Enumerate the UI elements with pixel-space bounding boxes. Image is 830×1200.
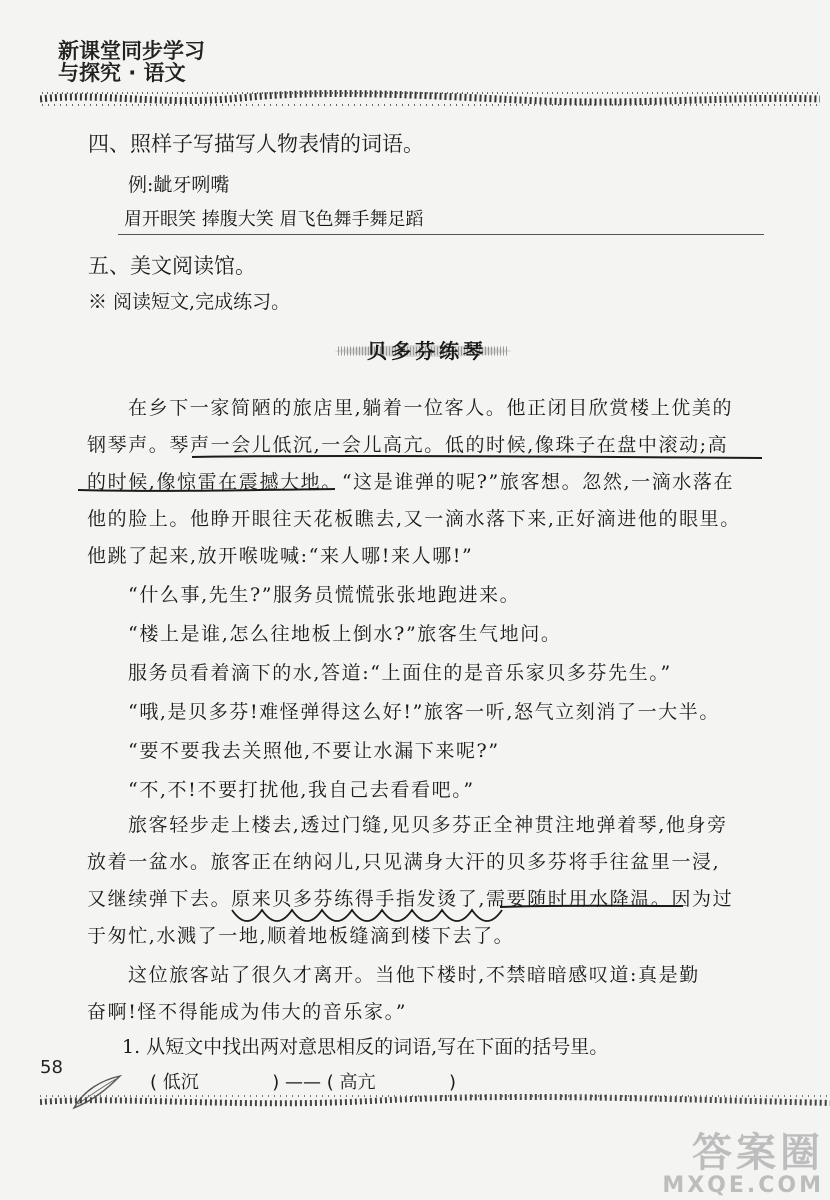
close-paren: ) — [448, 1072, 456, 1093]
header-line-2: 与探究 · 语文 — [58, 61, 186, 85]
underline-mark — [500, 906, 683, 907]
story-line: 放着一盆水。旅客正在纳闷儿,只见满身大汗的贝多芬将手往盆里一浸, — [87, 851, 721, 873]
dash: —— — [285, 1072, 321, 1093]
story-line: “哦,是贝多芬!难怪弹得这么好!”旅客一听,怒气立刻消了一大半。 — [128, 701, 720, 723]
watermark — [662, 1130, 824, 1198]
question-5-instruction: ※ 阅读短文,完成练习。 — [88, 291, 291, 313]
question-1-prompt: 1. 从短文中找出两对意思相反的词语,写在下面的括号里。 — [122, 1036, 609, 1058]
story-line: “楼上是谁,怎么往地板上倒水?”旅客生气地问。 — [128, 623, 562, 645]
wavy-underline-mark — [232, 910, 502, 921]
question-1-answer-row — [150, 1068, 456, 1094]
story-line: 又继续弹下去。原来贝多芬练得手指发烫了,需要随时用水降温。因为过 — [87, 888, 734, 910]
story-line: 奋啊!怪不得能成为伟大的音乐家。” — [87, 1001, 408, 1023]
question-4-example: 例:龇牙咧嘴 — [128, 174, 230, 196]
story-line: 他跳了起来,放开喉咙喊:“来人哪!来人哪!” — [87, 545, 474, 567]
underline-mark — [78, 489, 335, 491]
story-line: 这位旅客站了很久才离开。当他下楼时,不禁暗暗感叹道:真是勤 — [128, 964, 700, 986]
story-line: “什么事,先生?”服务员慌慌张张地跑进来。 — [128, 584, 521, 606]
story-line: 旅客轻步走上楼去,透过门缝,见贝多芬正全神贯注地弹着琴,他身旁 — [128, 814, 728, 836]
footer-dotted-border — [40, 1092, 830, 1112]
underline-mark — [192, 456, 762, 458]
open-paren: ( — [150, 1072, 158, 1093]
answer-word: 高亢 — [339, 1072, 376, 1093]
story-line: 在乡下一家简陋的旅店里,躺着一位客人。他正闭目欣赏楼上优美的 — [128, 397, 734, 419]
story-line: 的时候,像惊雷在震撼大地。“这是谁弹的呢?”旅客想。忽然,一滴水落在 — [87, 471, 735, 493]
answer-word: 低沉 — [162, 1072, 199, 1093]
watermark-url: MXQE.COM — [662, 1173, 824, 1198]
question-5-title: 五、美文阅读馆。 — [88, 254, 256, 278]
story-line: “不,不!不要打扰他,我自己去看看吧。” — [128, 779, 475, 801]
page-number: 58 — [40, 1057, 63, 1078]
open-paren: ( — [326, 1072, 334, 1093]
watermark-logo-text: 答案圈 — [692, 1130, 824, 1176]
story-line: 于匆忙,水溅了一地,顺着地板缝滴到楼下去了。 — [87, 925, 515, 947]
story-line: 他的脸上。他睁开眼往天花板瞧去,又一滴水落下来,正好滴进他的眼里。 — [87, 508, 741, 530]
question-4-title: 四、照样子写描写人物表情的词语。 — [88, 132, 424, 156]
story-line: “要不要我去关照他,不要让水漏下来呢?” — [128, 740, 500, 762]
story-line: 服务员看着滴下的水,答道:“上面住的是音乐家贝多芬先生。” — [128, 662, 672, 684]
story-line: 钢琴声。琴声一会儿低沉,一会儿高亢。低的时候,像珠子在盘中滚动;高 — [87, 434, 729, 456]
close-paren: ) — [272, 1072, 280, 1093]
header-line-1: 新课堂同步学习 — [58, 39, 205, 63]
question-4-answer: 眉开眼笑 捧腹大笑 眉飞色舞手舞足蹈 — [124, 209, 424, 230]
story-title: 贝多芬练琴 — [367, 339, 487, 363]
